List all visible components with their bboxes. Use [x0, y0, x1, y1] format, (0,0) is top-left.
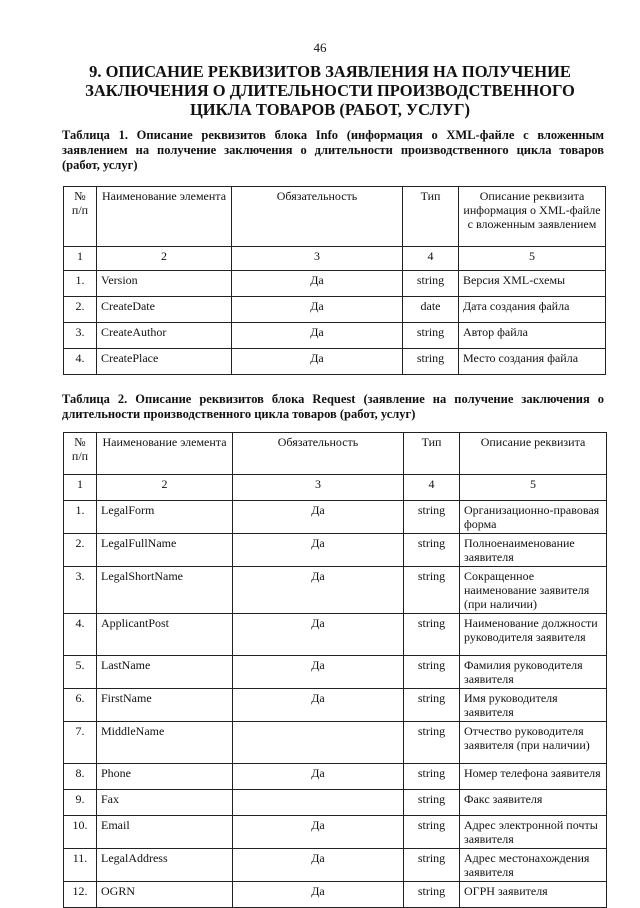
table2-cell-type: string	[404, 722, 460, 764]
table-row	[64, 722, 607, 764]
table2-header	[64, 433, 607, 501]
table2-cell-element-name: LegalForm	[97, 501, 233, 534]
table2-cell-description: Сокращенное наименование заявителя (при наличии)	[460, 567, 607, 614]
page-number: 46	[313, 40, 327, 55]
table2-cell-description: Номер телефона заявителя	[460, 764, 607, 790]
table2-cell-obligation	[233, 722, 404, 764]
table1-cell-type: string	[403, 323, 459, 349]
table2-header-row-number: № п/п	[64, 433, 97, 475]
table1-cell-row-number: 2.	[64, 297, 97, 323]
table2-cell-type: string	[404, 656, 460, 689]
table2-column-index: 2	[97, 475, 233, 501]
table-row	[64, 297, 606, 323]
table1-column-index: 5	[459, 247, 606, 271]
table1-cell-element-name: CreatePlace	[97, 349, 232, 375]
table2-cell-element-name: LegalShortName	[97, 567, 233, 614]
table2-cell-row-number: 4.	[64, 614, 97, 656]
table1-cell-row-number: 1.	[64, 271, 97, 297]
table2-cell-obligation: Да	[233, 689, 404, 722]
table1-cell-obligation: Да	[232, 271, 403, 297]
table2-caption: Таблица 2. Описание реквизитов блока Request (заявление на получение заключения о длительности производственного цикла товаров (работ, услуг)	[62, 392, 604, 421]
table2-header-element-name: Наименование элемента	[97, 433, 233, 475]
table1-column-index: 1	[64, 247, 97, 271]
table2-cell-description: Имя руководителя заявителя	[460, 689, 607, 722]
table2-header-obligation: Обязательность	[233, 433, 404, 475]
table2-cell-row-number: 3.	[64, 567, 97, 614]
table2-cell-element-name: OGRN	[97, 882, 233, 908]
table1-header-description: Описание реквизита информация о XML-файле с вложенным заявлением	[459, 187, 606, 247]
table1	[63, 186, 606, 375]
table2-cell-obligation: Да	[233, 764, 404, 790]
table2-cell-description: Наименование должности руководителя заявителя	[460, 614, 607, 656]
table-row	[64, 882, 607, 908]
table1-header-row	[64, 187, 606, 247]
table2-cell-element-name: Email	[97, 816, 233, 849]
table2-cell-element-name: LastName	[97, 656, 233, 689]
table1-caption: Таблица 1. Описание реквизитов блока Info (информация о XML-файле с вложенным заявлением на получение заключения о длительности производственного цикла товаров (работ, услуг)	[62, 128, 604, 172]
table1-header-type: Тип	[403, 187, 459, 247]
table1-cell-type: string	[403, 349, 459, 375]
table-row	[64, 323, 606, 349]
table1-header-row-number: № п/п	[64, 187, 97, 247]
table-row	[64, 271, 606, 297]
table2-header-row	[64, 433, 607, 475]
table-row	[64, 764, 607, 790]
table2-cell-type: string	[404, 501, 460, 534]
table-row	[64, 790, 607, 816]
table1-column-index-row	[64, 247, 606, 271]
table1-cell-row-number: 4.	[64, 349, 97, 375]
table1-header-obligation: Обязательность	[232, 187, 403, 247]
table1-cell-obligation: Да	[232, 349, 403, 375]
table2-cell-row-number: 7.	[64, 722, 97, 764]
table2-cell-obligation: Да	[233, 614, 404, 656]
table2-cell-element-name: MiddleName	[97, 722, 233, 764]
table2-cell-element-name: Fax	[97, 790, 233, 816]
table2-cell-row-number: 2.	[64, 534, 97, 567]
table1-cell-description: Дата создания файла	[459, 297, 606, 323]
table2-cell-description: Организационно-правовая форма	[460, 501, 607, 534]
section-heading: 9. ОПИСАНИЕ РЕКВИЗИТОВ ЗАЯВЛЕНИЯ НА ПОЛУЧЕНИЕ ЗАКЛЮЧЕНИЯ О ДЛИТЕЛЬНОСТИ ПРОИЗВОДСТВЕННОГО ЦИКЛА ТОВАРОВ (РАБОТ, УСЛУГ)	[85, 62, 575, 119]
table1-header-element-name: Наименование элемента	[97, 187, 232, 247]
table1-cell-description: Версия XML-схемы	[459, 271, 606, 297]
table2-column-index: 3	[233, 475, 404, 501]
table2-cell-element-name: Phone	[97, 764, 233, 790]
table2-cell-type: string	[404, 534, 460, 567]
table2-cell-description: Факс заявителя	[460, 790, 607, 816]
table2-cell-row-number: 6.	[64, 689, 97, 722]
table-row	[64, 656, 607, 689]
table2-cell-description: Адрес электронной почты заявителя	[460, 816, 607, 849]
table1-cell-element-name: CreateAuthor	[97, 323, 232, 349]
table2-cell-row-number: 5.	[64, 656, 97, 689]
table2-cell-element-name: LegalAddress	[97, 849, 233, 882]
table2-cell-row-number: 8.	[64, 764, 97, 790]
table2-cell-description: Отчество руководителя заявителя (при наличии)	[460, 722, 607, 764]
table-row	[64, 501, 607, 534]
table2-cell-element-name: LegalFullName	[97, 534, 233, 567]
table2-cell-description: Полнoенаименование заявителя	[460, 534, 607, 567]
table-row	[64, 689, 607, 722]
table2-cell-obligation: Да	[233, 534, 404, 567]
table2-cell-row-number: 12.	[64, 882, 97, 908]
table2-cell-element-name: FirstName	[97, 689, 233, 722]
table2-body	[64, 501, 607, 908]
table1-cell-row-number: 3.	[64, 323, 97, 349]
table2-cell-obligation	[233, 790, 404, 816]
table2-cell-type: string	[404, 567, 460, 614]
table2-header-type: Тип	[404, 433, 460, 475]
table2-cell-type: string	[404, 849, 460, 882]
table2-column-index: 1	[64, 475, 97, 501]
table-row	[64, 816, 607, 849]
table1-cell-type: string	[403, 271, 459, 297]
table2-column-index: 4	[404, 475, 460, 501]
table2-cell-type: string	[404, 790, 460, 816]
table2-cell-obligation: Да	[233, 849, 404, 882]
table1-column-index: 2	[97, 247, 232, 271]
table1-cell-description: Автор файла	[459, 323, 606, 349]
table2-cell-description: Фамилия руководителя заявителя	[460, 656, 607, 689]
table2-cell-type: string	[404, 689, 460, 722]
table2-cell-element-name: ApplicantPost	[97, 614, 233, 656]
table1-body	[64, 271, 606, 375]
table2-cell-type: string	[404, 882, 460, 908]
table2-cell-obligation: Да	[233, 567, 404, 614]
table2-cell-description: ОГРН заявителя	[460, 882, 607, 908]
table2-cell-row-number: 1.	[64, 501, 97, 534]
table2-cell-description: Адрес местонахождения заявителя	[460, 849, 607, 882]
table2	[63, 432, 607, 908]
table2-cell-obligation: Да	[233, 816, 404, 849]
table2-column-index-row	[64, 475, 607, 501]
table2-cell-type: string	[404, 614, 460, 656]
table2-header-description: Описание реквизита	[460, 433, 607, 475]
table1-cell-description: Место создания файла	[459, 349, 606, 375]
table2-column-index: 5	[460, 475, 607, 501]
table1-column-index: 3	[232, 247, 403, 271]
table-row	[64, 614, 607, 656]
table2-cell-row-number: 11.	[64, 849, 97, 882]
table1-cell-obligation: Да	[232, 323, 403, 349]
table2-cell-obligation: Да	[233, 501, 404, 534]
table2-cell-obligation: Да	[233, 882, 404, 908]
table2-cell-row-number: 9.	[64, 790, 97, 816]
table1-column-index: 4	[403, 247, 459, 271]
table2-cell-obligation: Да	[233, 656, 404, 689]
table-row	[64, 349, 606, 375]
table1-cell-type: date	[403, 297, 459, 323]
table2-cell-type: string	[404, 816, 460, 849]
table1-cell-element-name: CreateDate	[97, 297, 232, 323]
table-row	[64, 567, 607, 614]
table-row	[64, 849, 607, 882]
table1-cell-obligation: Да	[232, 297, 403, 323]
table1-cell-element-name: Version	[97, 271, 232, 297]
table1-header	[64, 187, 606, 271]
table2-cell-type: string	[404, 764, 460, 790]
table2-cell-row-number: 10.	[64, 816, 97, 849]
table-row	[64, 534, 607, 567]
